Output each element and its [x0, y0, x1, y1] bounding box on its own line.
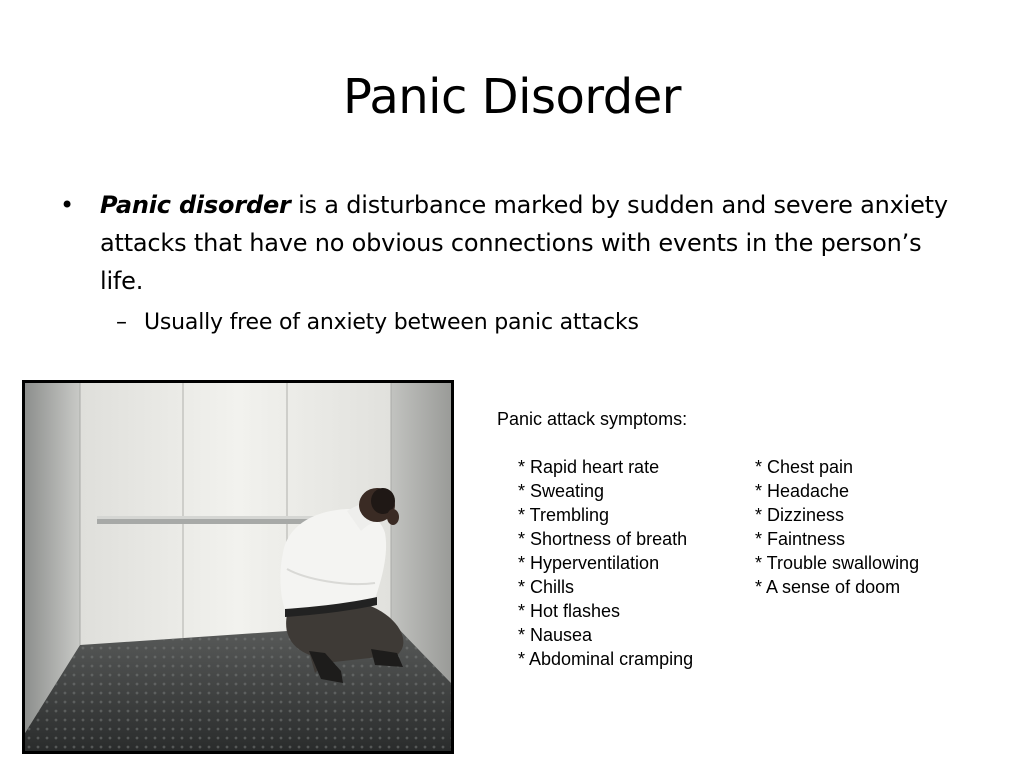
symptoms-heading: Panic attack symptoms: [497, 409, 688, 429]
symptom-item: * Chest pain [755, 457, 854, 477]
symptom-item: * Headache [755, 481, 850, 501]
symptom-item: * Hot flashes [518, 601, 621, 621]
bullet-term: Panic disorder [100, 191, 291, 219]
symptom-item: * Chills [518, 577, 575, 597]
sub-bullet-marker: – [116, 310, 127, 335]
symptom-item: * Rapid heart rate [518, 457, 660, 477]
sub-bullet-text: Usually free of anxiety between panic attacks [144, 310, 639, 335]
symptom-item: * Dizziness [755, 505, 845, 525]
symptoms-column-1 [518, 455, 748, 671]
bullet-text [100, 186, 970, 300]
elevator-photo [22, 380, 454, 754]
symptom-item: * Abdominal cramping [518, 649, 694, 669]
symptom-item: * A sense of doom [755, 577, 901, 597]
symptoms-box [497, 407, 997, 669]
symptom-item: * Hyperventilation [518, 553, 660, 573]
symptoms-column-2 [755, 455, 985, 599]
sub-bullet-point [116, 308, 976, 338]
symptom-item: * Trouble swallowing [755, 553, 920, 573]
bullet-point [60, 186, 970, 300]
symptom-item: * Shortness of breath [518, 529, 688, 549]
symptom-item: * Sweating [518, 481, 605, 501]
symptom-item: * Nausea [518, 625, 593, 645]
slide-title: Panic Disorder [343, 69, 681, 125]
bullet-description: is a disturbance marked by sudden and severe anxiety attacks that have no obvious connections with events in the person’s life. [100, 191, 948, 295]
photo-illustration [25, 383, 451, 751]
symptom-item: * Faintness [755, 529, 846, 549]
bullet-marker: • [60, 191, 74, 219]
symptom-item: * Trembling [518, 505, 610, 525]
